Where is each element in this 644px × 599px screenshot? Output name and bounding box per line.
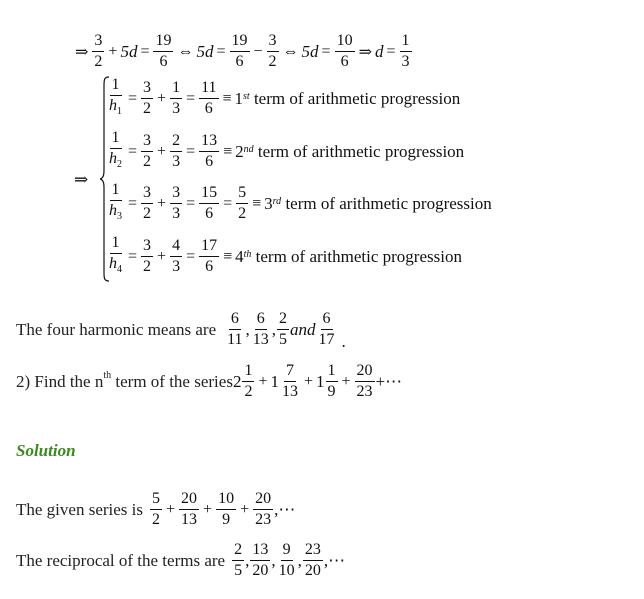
- term: 5d: [120, 41, 138, 61]
- reciprocal-text: The reciprocal of the terms are: [16, 550, 226, 570]
- iff-symbol: ⇔: [282, 42, 299, 60]
- iff-symbol: ⇔: [177, 42, 194, 60]
- fraction: $\frac{19}{6}$: [231, 32, 248, 70]
- implies-symbol: ⇒: [358, 43, 372, 61]
- variable-d: d: [374, 41, 384, 61]
- system-row-2: $\frac{1}{h_2}$ = $\frac{3}{2}$ + $\frac{2}{3}$ = $\frac{13}{6}$ ≡ 2 $^{nd}$ term of arithmetic progression: [109, 129, 465, 171]
- fraction: $\frac{3}{2}$: [268, 32, 277, 70]
- fraction: $\frac{3}{2}$: [94, 32, 103, 70]
- given-text: The given series is: [16, 499, 143, 519]
- row-text: term of arithmetic progression: [255, 246, 462, 266]
- solution-heading: Solution: [16, 441, 76, 460]
- reciprocal-line: The reciprocal of the terms are $\frac{2}{5}$ , $\frac{13}{20}$ , $\frac{9}{10}$ , $\frac{23}{20}$ ,⋯: [16, 541, 346, 579]
- system-row-3: $\frac{1}{h_3}$ = $\frac{3}{2}$ + $\frac{3}{3}$ = $\frac{15}{6}$ = $\frac{5}{2}$ ≡ 3 $^{rd}$ term of arithmetic progression: [109, 181, 492, 223]
- implies-symbol: ⇒: [74, 170, 89, 189]
- row-text: term of arithmetic progression: [253, 88, 461, 108]
- given-series-line: The given series is $\frac{5}{2}$ + $\frac{20}{13}$ + $\frac{10}{9}$ + $\frac{20}{23}$ ,⋯: [16, 490, 296, 528]
- fraction: $\frac{10}{6}$: [336, 32, 353, 70]
- fraction: $\frac{19}{6}$: [155, 32, 172, 70]
- question-text: 2) Find the $n^{th}$ term of the series: [16, 369, 233, 391]
- row-text: term of arithmetic progression: [257, 141, 465, 161]
- system-row-1: $\frac{1}{h_1}$ = $\frac{3}{2}$ + $\frac{1}{3}$ = $\frac{11}{6}$ ≡ 1 $^{st}$ term of arithmetic progression: [109, 76, 461, 118]
- row-text: term of arithmetic progression: [285, 193, 492, 213]
- harmonic-means-line: The four harmonic means are $\frac{6}{11}$ , $\frac{6}{13}$ , $\frac{2}{5}$ and $\frac{6}{17}$ .: [16, 310, 346, 351]
- term: 5d: [301, 41, 319, 61]
- question-line: 2) Find the $n^{th}$ term of the series 2 $\frac{1}{2}$ + 1 $\frac{7}{13}$ + 1 $\frac{1}{9}$ + $\frac{20}{23}$ +⋯: [16, 362, 403, 400]
- fraction: $\frac{1}{3}$: [401, 32, 410, 70]
- system-row-4: $\frac{1}{h_4}$ = $\frac{3}{2}$ + $\frac{4}{3}$ = $\frac{17}{6}$ ≡ 4 $^{th}$ term of arithmetic progression: [109, 234, 462, 276]
- term: 5d: [196, 41, 214, 61]
- implies-symbol: ⇒: [75, 43, 89, 61]
- equation-top: ⇒ $\frac{3}{2}$ + 5d = $\frac{19}{6}$ ⇔ 5d = $\frac{19}{6}$ − $\frac{3}{2}$ ⇔ 5d = $\frac{10}{6}$ ⇒ d = $\frac{1}{3}$: [72, 32, 413, 71]
- harmonic-text: The four harmonic means are: [16, 319, 217, 339]
